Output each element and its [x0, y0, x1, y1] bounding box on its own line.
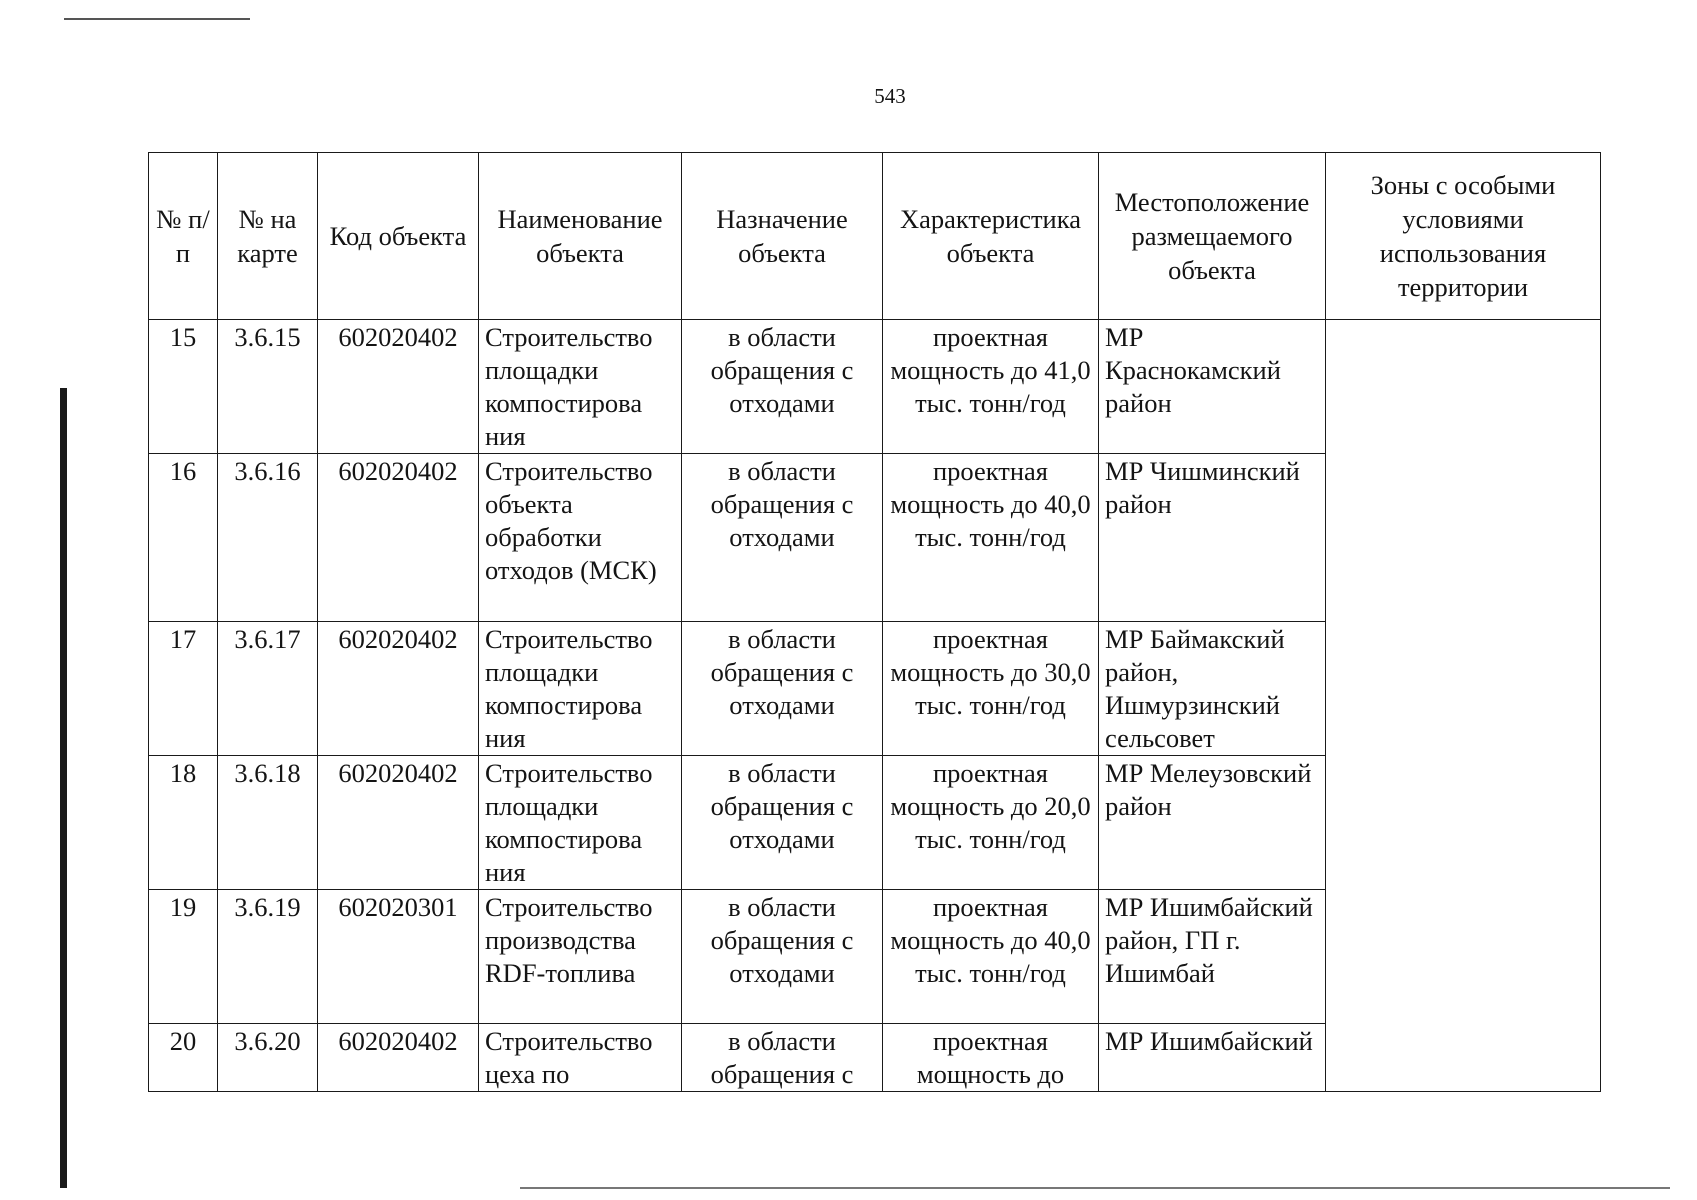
header-object-name: Наименование объекта: [479, 153, 682, 320]
cell-map-num: 3.6.19: [218, 890, 318, 1024]
cell-spec: проектная мощность до 20,0 тыс. тонн/год: [883, 756, 1099, 890]
cell-spec: проектная мощность до 30,0 тыс. тонн/год: [883, 622, 1099, 756]
cell-code: 602020402: [318, 1024, 479, 1092]
cell-location: МР Мелеузовский район: [1099, 756, 1326, 890]
cell-name: Строительство объекта обработки отходов (МСК): [479, 454, 682, 622]
top-rule: [64, 18, 250, 20]
cell-spec: проектная мощность до 40,0 тыс. тонн/год: [883, 890, 1099, 1024]
bottom-rule: [520, 1187, 1670, 1189]
cell-name: Строительство площадки компостирова ния: [479, 622, 682, 756]
cell-purpose: в области обращения с отходами: [682, 320, 883, 454]
header-object-purpose: Назначение объекта: [682, 153, 883, 320]
page-number: 543: [874, 84, 906, 108]
cell-purpose: в области обращения с отходами: [682, 622, 883, 756]
cell-num: 18: [149, 756, 218, 890]
cell-name: Строительство площадки компостирова ния: [479, 320, 682, 454]
header-map-num: № на карте: [218, 153, 318, 320]
cell-num: 19: [149, 890, 218, 1024]
cell-location: МР Ишимбайский район, ГП г. Ишимбай: [1099, 890, 1326, 1024]
cell-num: 20: [149, 1024, 218, 1092]
cell-map-num: 3.6.17: [218, 622, 318, 756]
objects-table: [148, 152, 1601, 1092]
header-special-zones: Зоны с особыми условиями использования территории: [1326, 153, 1601, 320]
header-num: № п/п: [149, 153, 218, 320]
cell-code: 602020301: [318, 890, 479, 1024]
cell-map-num: 3.6.15: [218, 320, 318, 454]
cell-num: 17: [149, 622, 218, 756]
cell-name: Строительство цеха по: [479, 1024, 682, 1092]
cell-spec: проектная мощность до: [883, 1024, 1099, 1092]
cell-location: МР Чишминский район: [1099, 454, 1326, 622]
cell-location: МР Баймакский район, Ишмурзинский сельсовет: [1099, 622, 1326, 756]
cell-spec: проектная мощность до 40,0 тыс. тонн/год: [883, 454, 1099, 622]
cell-code: 602020402: [318, 756, 479, 890]
binding-edge-bar: [60, 388, 67, 1188]
header-object-location: Местоположение размещаемого объекта: [1099, 153, 1326, 320]
cell-purpose: в области обращения с отходами: [682, 890, 883, 1024]
header-object-spec: Характеристика объекта: [883, 153, 1099, 320]
cell-num: 16: [149, 454, 218, 622]
cell-map-num: 3.6.20: [218, 1024, 318, 1092]
cell-location: МР Ишимбайский: [1099, 1024, 1326, 1092]
cell-spec: проектная мощность до 41,0 тыс. тонн/год: [883, 320, 1099, 454]
cell-num: 15: [149, 320, 218, 454]
cell-map-num: 3.6.18: [218, 756, 318, 890]
cell-purpose: в области обращения с отходами: [682, 454, 883, 622]
table-header-row: [149, 153, 1601, 320]
cell-name: Строительство производства RDF-топлива: [479, 890, 682, 1024]
cell-location: МР Краснокамский район: [1099, 320, 1326, 454]
table-row: [149, 320, 1601, 454]
cell-code: 602020402: [318, 320, 479, 454]
cell-purpose: в области обращения с отходами: [682, 756, 883, 890]
cell-purpose: в области обращения с: [682, 1024, 883, 1092]
cell-name: Строительство площадки компостирова ния: [479, 756, 682, 890]
header-object-code: Код объекта: [318, 153, 479, 320]
cell-special-zones: [1326, 320, 1601, 1092]
cell-code: 602020402: [318, 622, 479, 756]
cell-map-num: 3.6.16: [218, 454, 318, 622]
cell-code: 602020402: [318, 454, 479, 622]
